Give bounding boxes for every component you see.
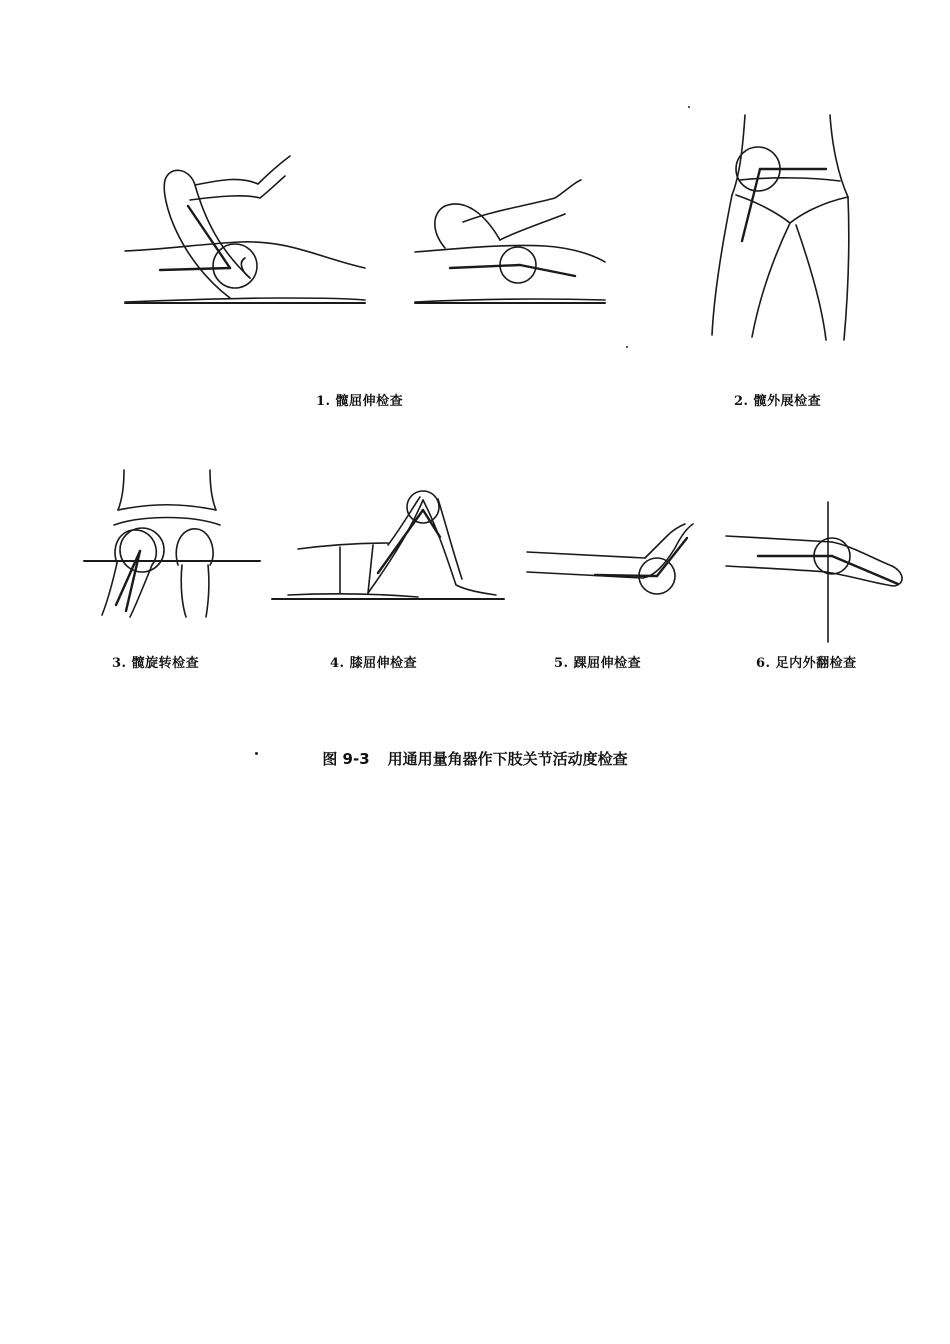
hip-abduction-illustration xyxy=(700,105,870,350)
hip-extension-illustration xyxy=(405,170,610,310)
panel-5-caption: 5. 踝屈伸检查 xyxy=(554,656,642,671)
panel-3-caption: 3. 髋旋转检查 xyxy=(112,656,200,671)
foot-inversion-illustration xyxy=(722,500,912,645)
hip-flexion-illustration xyxy=(110,140,380,310)
panel-6-caption: 6. 足内外翻检查 xyxy=(756,656,857,671)
panel-2-caption: 2. 髋外展检查 xyxy=(734,394,822,409)
figure-title: 用通用量角器作下肢关节活动度检查 xyxy=(387,750,628,768)
scan-speck xyxy=(626,346,628,348)
hip-rotation-illustration xyxy=(82,465,262,625)
figure-caption xyxy=(0,748,950,769)
panel-4-caption: 4. 膝屈伸检查 xyxy=(330,656,418,671)
knee-flexion-illustration xyxy=(268,485,508,610)
panel-1-caption: 1. 髋屈伸检查 xyxy=(316,394,404,409)
scan-speck xyxy=(688,106,690,108)
figure-number: 图 9-3 xyxy=(322,750,370,768)
scan-speck xyxy=(255,752,258,755)
ankle-flexion-illustration xyxy=(525,520,705,600)
